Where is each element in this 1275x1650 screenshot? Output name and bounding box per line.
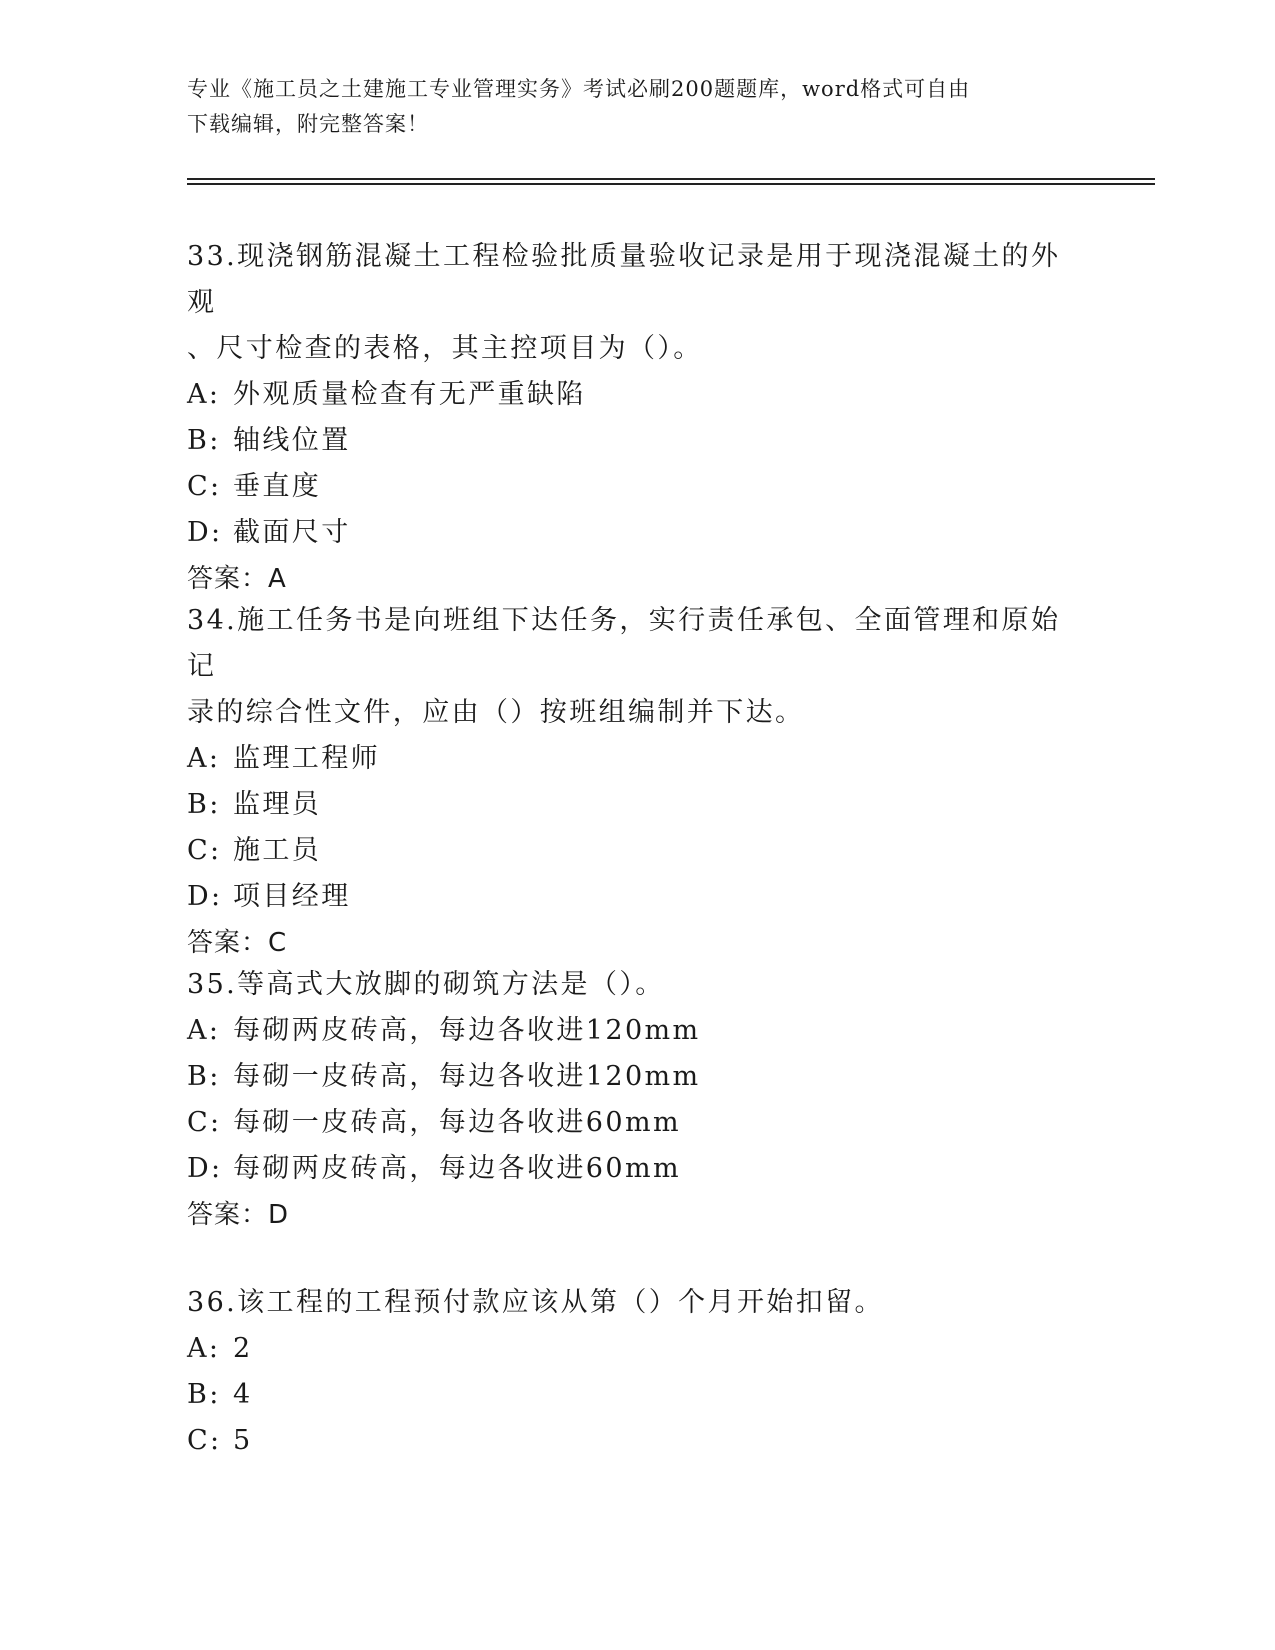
header-line-2: 下载编辑，附完整答案！ [187,112,429,136]
header-line-1: 专业《施工员之土建施工专业管理实务》考试必刷200题题库，word格式可自由 [187,77,971,101]
option-b [187,782,1087,828]
option-c [187,1418,1087,1464]
option-label: B: [187,789,221,820]
option-label: C: [187,471,222,502]
option-text: 外观质量检查有无严重缺陷 [233,379,586,410]
option-c [187,464,1087,510]
option-text: 每砌两皮砖高，每边各收进60mm [233,1153,681,1184]
option-label: D: [187,881,223,912]
option-text: 项目经理 [233,881,351,912]
option-text: 2 [233,1333,253,1364]
option-text: 截面尺寸 [233,517,351,548]
option-label: A: [187,1333,221,1364]
option-text: 施工员 [233,835,322,866]
header-divider-top [187,178,1155,180]
option-label: B: [187,425,221,456]
document-header [187,72,1067,142]
option-label: D: [187,517,223,548]
question-stem-continued: 、尺寸检查的表格，其主控项目为（）。 [187,333,703,364]
answer-line: 答案：C [187,928,288,958]
option-text: 每砌两皮砖高，每边各收进120mm [233,1015,701,1046]
option-label: C: [187,1425,222,1456]
question-34 [187,598,1087,966]
option-label: B: [187,1379,221,1410]
option-label: C: [187,1107,222,1138]
option-label: A: [187,1015,221,1046]
option-text: 监理工程师 [233,743,380,774]
option-b [187,1372,1087,1418]
option-d [187,1146,1087,1192]
option-text: 轴线位置 [233,425,351,456]
answer-line: 答案：A [187,564,287,594]
option-a [187,372,1087,418]
header-divider-bottom [187,183,1155,185]
question-35 [187,962,1087,1238]
option-d [187,874,1087,920]
question-stem: 35.等高式大放脚的砌筑方法是（）。 [187,969,665,1000]
option-label: A: [187,743,221,774]
option-text: 每砌一皮砖高，每边各收进120mm [233,1061,701,1092]
option-text: 监理员 [233,789,322,820]
question-33 [187,234,1087,602]
question-stem: 34.施工任务书是向班组下达任务，实行责任承包、全面管理和原始记 [187,605,1061,682]
question-stem-continued: 录的综合性文件，应由（）按班组编制并下达。 [187,697,805,728]
option-a [187,1008,1087,1054]
option-text: 垂直度 [233,471,322,502]
option-text: 4 [233,1379,253,1410]
option-text: 每砌一皮砖高，每边各收进60mm [233,1107,681,1138]
option-a [187,736,1087,782]
question-stem: 33.现浇钢筋混凝土工程检验批质量验收记录是用于现浇混凝土的外观 [187,241,1061,318]
option-label: C: [187,835,222,866]
option-text: 5 [233,1425,253,1456]
option-a [187,1326,1087,1372]
question-36 [187,1280,1087,1464]
question-stem: 36.该工程的工程预付款应该从第（）个月开始扣留。 [187,1287,884,1318]
option-label: D: [187,1153,223,1184]
option-c [187,1100,1087,1146]
option-b [187,418,1087,464]
option-label: A: [187,379,221,410]
option-d [187,510,1087,556]
option-c [187,828,1087,874]
answer-line: 答案：D [187,1200,290,1230]
option-b [187,1054,1087,1100]
option-label: B: [187,1061,221,1092]
